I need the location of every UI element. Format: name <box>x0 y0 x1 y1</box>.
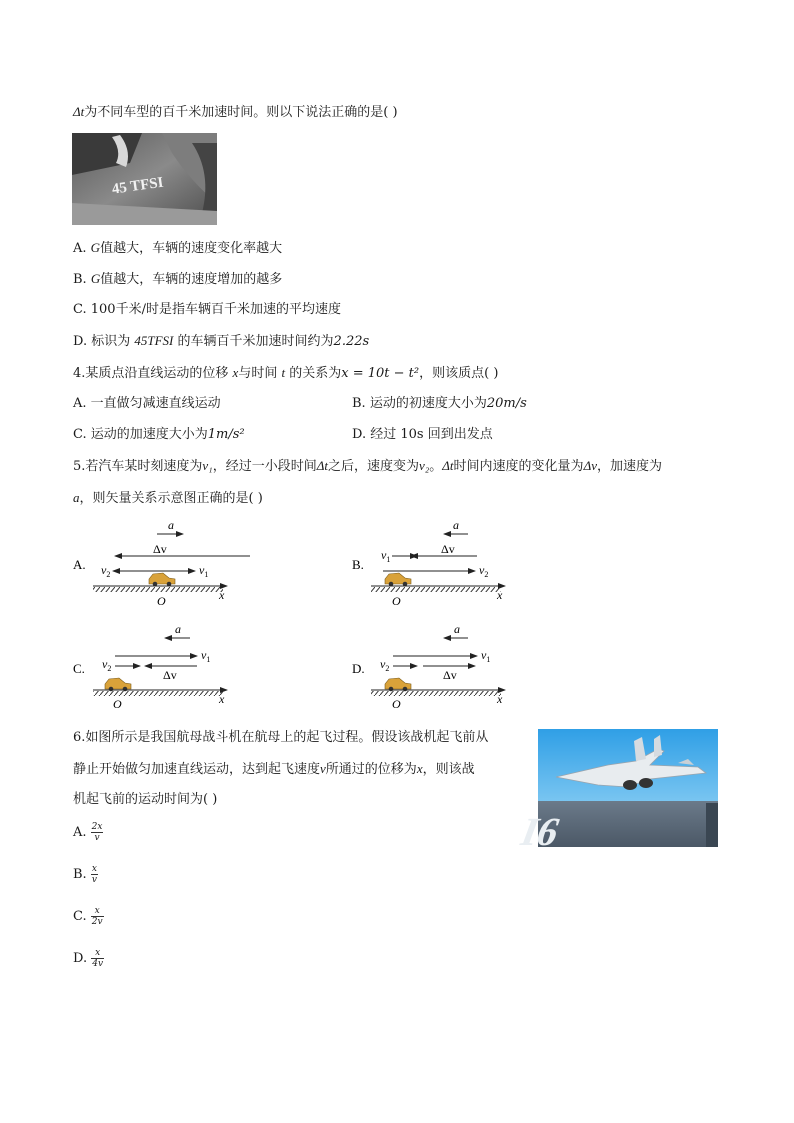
diagram-b[interactable] <box>352 518 505 608</box>
q3-option-d[interactable]: D. 标识为 45TFSI 的车辆百千米加速时间约为2.22s <box>73 333 370 349</box>
svg-text:Δv: Δv <box>153 542 167 556</box>
svg-text:x: x <box>219 692 225 706</box>
svg-text:a: a <box>168 518 174 532</box>
q5-stem-line2: a，则矢量关系示意图正确的是( ) <box>73 490 263 506</box>
q6-option-c[interactable]: C. $\frac{x}{2v}$ <box>73 906 103 927</box>
q3-intro <box>73 104 398 121</box>
svg-text:C.: C. <box>73 661 85 676</box>
svg-text:x: x <box>497 588 503 602</box>
svg-text:v2: $v_2$ <box>102 657 112 673</box>
svg-text:O: O <box>392 594 401 608</box>
fraction: $\frac{x}{2v}$ <box>91 906 103 927</box>
svg-text:a: a <box>175 622 181 636</box>
diagram-a[interactable] <box>73 518 250 608</box>
q5-stem-line1: 5.若汽车某时刻速度为v₁，经过一小段时间Δt之后，速度变为v₂。Δt时间内速度的变化量为Δv，加速度为 <box>73 458 662 474</box>
q4-option-d[interactable]: D. 经过 10s 回到出发点 <box>352 427 493 442</box>
svg-text:a: a <box>454 622 460 636</box>
q5-vector-diagrams <box>65 515 525 710</box>
svg-text:O: O <box>113 697 122 711</box>
q6-option-d[interactable]: D. $\frac{x}{4v}$ <box>73 948 104 969</box>
svg-text:v1: $v_1$ <box>201 648 211 664</box>
svg-text:D.: D. <box>352 661 365 676</box>
svg-text:v2: $v_2$ <box>380 657 390 673</box>
svg-text:v2: $v_2$ <box>101 563 111 579</box>
diagram-c[interactable] <box>73 622 227 711</box>
svg-text:O: O <box>157 594 166 608</box>
fraction: $\frac{2x}{v}$ <box>91 822 103 843</box>
q6-stem-line1: 6.如图所示是我国航母战斗机在航母上的起飞过程。假设该战机起飞前从 <box>73 730 489 745</box>
svg-text:v1: $v_1$ <box>381 548 391 564</box>
svg-text:a: a <box>453 518 459 532</box>
q4-option-b[interactable]: B. 运动的初速度大小为20m/s <box>352 396 527 411</box>
q4-option-a[interactable]: A. 一直做匀减速直线运动 <box>73 396 221 411</box>
svg-text:Δv: Δv <box>441 542 455 556</box>
q4-stem: 4.某质点沿直线运动的位移 x与时间 t 的关系为x = 10t − t²，则该质点( ) <box>73 365 499 381</box>
svg-text:O: O <box>392 697 401 711</box>
fighter-jet-illustration <box>514 729 718 854</box>
svg-text:B.: B. <box>352 557 364 572</box>
q4-formula: x = 10t − t² <box>341 366 420 381</box>
fighter-jet-photo <box>514 729 718 854</box>
q6-option-a[interactable]: A. $\frac{2x}{v}$ <box>73 822 103 843</box>
q6-stem-line3: 机起飞前的运动时间为( ) <box>73 792 218 807</box>
car-badge-illustration <box>72 133 217 225</box>
car-badge-photo <box>72 133 217 225</box>
q3-intro-text: 为不同车型的百千米加速时间。则以下说法正确的是( ) <box>84 105 398 120</box>
svg-text:x: x <box>219 588 225 602</box>
fraction: $\frac{x}{4v}$ <box>92 948 104 969</box>
badge-text: 45 TFSI <box>110 174 165 198</box>
q3-option-c[interactable]: C. 100千米/时是指车辆百千米加速的平均速度 <box>73 302 341 317</box>
q6-stem-line2: 静止开始做匀加速直线运动，达到起飞速度v所通过的位移为x，则该战 <box>73 761 475 777</box>
q4-option-c[interactable]: C. 运动的加速度大小为1m/s² <box>73 427 245 442</box>
delta-t-symbol: Δt <box>73 104 85 119</box>
svg-text:v1: $v_1$ <box>199 563 209 579</box>
q6-option-b[interactable]: B. $\frac{x}{v}$ <box>73 864 97 885</box>
q3-option-a[interactable]: A. G值越大，车辆的速度变化率越大 <box>73 240 283 256</box>
svg-text:Δv: Δv <box>443 668 457 682</box>
svg-text:v1: $v_1$ <box>481 648 491 664</box>
deck-number: I6 <box>514 809 567 854</box>
svg-text:Δv: Δv <box>163 668 177 682</box>
svg-text:x: x <box>497 692 503 706</box>
svg-text:A.: A. <box>73 557 86 572</box>
diagram-d[interactable] <box>352 622 505 711</box>
fraction: $\frac{x}{v}$ <box>91 864 97 885</box>
svg-text:v2: $v_2$ <box>479 563 489 579</box>
q3-option-b[interactable]: B. G值越大，车辆的速度增加的越多 <box>73 271 283 287</box>
